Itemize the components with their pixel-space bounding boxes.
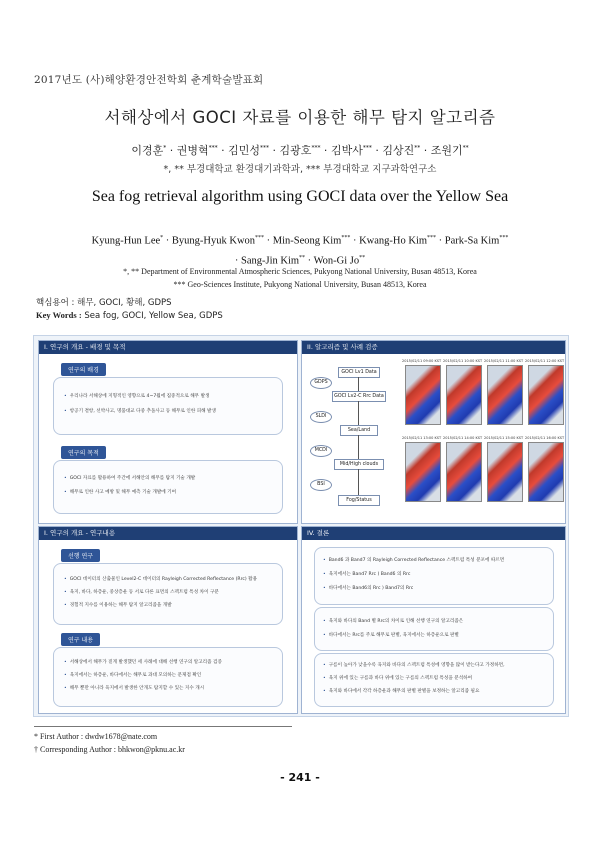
tag-background: 연구의 배경 <box>61 363 106 376</box>
affiliation-korean: *, ** 부경대학교 환경대기과학과, *** 부경대학교 지구과학연구소 <box>163 164 437 175</box>
list-item: • GOCI 자료를 활용하여 주간에 서해안의 해무를 탐지 기술 개발 <box>64 475 195 481</box>
title-korean: 서해상에서 GOCI 자료를 이용한 해무 탐지 알고리즘 <box>104 108 496 127</box>
list-item: • 육지와 바다의 Band 별 Rrc의 차이로 인해 선행 연구의 알고리즘은 <box>323 618 463 624</box>
authors-korean: 이경훈* · 권병혁*** · 김민성*** · 김광호*** · 김박사*** · 김상진** · 조원기** <box>131 144 469 157</box>
list-item: • 구름이 높아가 낮을수록 육지와 바다의 스펙트럼 특성에 영향을 많이 받는다고 가정하면, <box>323 662 505 668</box>
map-time-label: 2015/02/11 14:00 KST <box>443 436 483 440</box>
satellite-map <box>405 442 441 502</box>
tag-research-content: 연구 내용 <box>61 633 100 646</box>
poster-figure <box>33 335 569 717</box>
conclusion-box-3 <box>314 653 554 707</box>
panel-header: I. 연구의 개요 - 연구내용 <box>39 527 297 540</box>
list-item: • 해무 뿐만 아니라 육지에서 발생한 안개도 탐지할 수 있는 지수 개시 <box>64 685 204 691</box>
flow-step: Mid/High clouds <box>334 459 384 470</box>
footnote-corresponding: † Corresponding Author : bhkwon@pknu.ac.kr <box>34 745 185 754</box>
footnote-first-author: * First Author : dwdw1678@nate.com <box>34 732 158 741</box>
affiliation-english: *, ** Department of Environmental Atmospheric Sciences, Pukyong National University, Busan 48513, Korea *** Geo-Sciences Institute, Pukyong National University, Busan 48513, Korea <box>123 267 477 289</box>
panel-background-purpose <box>38 340 298 524</box>
panel-conclusion <box>301 526 566 714</box>
list-item: • 육지에서는 하층운, 바다에서는 해무로 과대 모의하는 문제점 확인 <box>64 672 201 678</box>
research-content-box <box>53 647 283 707</box>
panel-header: II. 알고리즘 및 사례 검증 <box>302 341 565 354</box>
list-item: • 항공기 결항, 선박사고, 명품대교 다중 추돌사고 등 해무로 인한 피해 발생 <box>64 408 216 414</box>
list-item: • 바다에서는 Band6의 Rrc ) Band7의 Rrc <box>323 585 413 591</box>
list-item: • GOCI 데이터의 산출물인 Level2-C 데이터의 Rayleigh Corrected Reflectance (Rrc) 활용 <box>64 576 257 582</box>
list-item: • 육지 위에 있는 구름과 바다 위에 있는 구름의 스펙트럼 특성을 분석하여 <box>323 675 472 681</box>
list-item: • 바다에서는 Rrc를 주로 해무로 판별, 육지에서는 하층운으로 판별 <box>323 632 459 638</box>
list-item: • 육지와 바다에서 각각 하층운과 해무의 판별 판별을 보정하는 알고리즘 필요 <box>323 688 479 694</box>
flow-step: Sea/Land <box>340 425 378 436</box>
flow-step: Fog/Status <box>338 495 380 506</box>
background-box <box>53 377 283 435</box>
satellite-map <box>487 365 523 425</box>
flow-side-node: BSI <box>310 479 332 491</box>
satellite-map <box>528 365 564 425</box>
tag-purpose: 연구의 목적 <box>61 446 106 459</box>
flow-side-node: GDPS <box>310 377 332 389</box>
map-time-label: 2015/02/11 11:00 KST <box>484 359 524 363</box>
panel-algorithm-validation <box>301 340 566 524</box>
flow-arrow <box>358 401 359 425</box>
satellite-map <box>528 442 564 502</box>
list-item: • 육지, 바다, 하층운, 중상층운 등 서로 다른 표면의 스펙트럼 특성 차이 구분 <box>64 589 219 595</box>
map-time-label: 2015/02/11 15:00 KST <box>484 436 524 440</box>
list-item: • 서해상에서 해무가 짙게 발생했던 세 사례에 대해 선행 연구의 알고리즘 검증 <box>64 659 222 665</box>
flow-arrow <box>358 377 359 391</box>
prior-research-box <box>53 563 283 625</box>
map-time-label: 2015/02/11 13:00 KST <box>402 436 442 440</box>
satellite-map <box>405 365 441 425</box>
footnote-divider <box>34 726 292 727</box>
page-number: - 241 - <box>280 771 320 784</box>
list-item: • 경험적 지수를 이용하는 해무 탐지 알고리즘을 개발 <box>64 602 172 608</box>
map-time-label: 2015/02/11 10:00 KST <box>443 359 483 363</box>
list-item: • 육지에서는 Band7 Rrc ) Band6 의 Rrc <box>323 571 410 577</box>
flow-step: GOCI Lv2-C Rrc Data <box>332 391 386 402</box>
satellite-map <box>446 442 482 502</box>
flow-step: GOCI Lv1 Data <box>338 367 380 378</box>
title-english: Sea fog retrieval algorithm using GOCI data over the Yellow Sea <box>91 188 509 205</box>
map-time-label: 2015/02/11 09:00 KST <box>402 359 442 363</box>
tag-prior-research: 선행 연구 <box>61 549 100 562</box>
list-item: • Band6 과 Band7 의 Rayleigh Corrected Reflectance 스펙트럼 특성 분포에 따르면 <box>323 557 504 563</box>
conclusion-box-2 <box>314 607 554 651</box>
keywords-english: Key Words : Sea fog, GOCI, Yellow Sea, GDPS <box>36 310 223 321</box>
panel-research-content <box>38 526 298 714</box>
map-time-label: 2015/02/11 16:00 KST <box>525 436 565 440</box>
conference-name: 2017년도 (사)해양환경안전학회 춘계학술발표회 <box>34 74 264 86</box>
panel-header: I. 연구의 개요 - 배경 및 목적 <box>39 341 297 354</box>
map-time-label: 2015/02/11 12:00 KST <box>525 359 565 363</box>
list-item: • 해무로 인한 사고 예방 및 해무 예측 기술 개발에 기여 <box>64 489 176 495</box>
conclusion-box-1 <box>314 547 554 605</box>
flow-arrow <box>358 435 359 459</box>
list-item: • 우리나라 서해상에 지형적인 영향으로 4~7월에 집중적으로 해무 발생 <box>64 393 209 399</box>
keywords-korean: 핵심용어 : 해무, GOCI, 황해, GDPS <box>36 298 172 308</box>
flow-side-node: MCDI <box>310 445 332 457</box>
satellite-map <box>487 442 523 502</box>
flow-arrow <box>358 469 359 495</box>
panel-header: IV. 결론 <box>302 527 565 540</box>
purpose-box <box>53 460 283 514</box>
authors-english: Kyung-Hun Lee* · Byung-Hyuk Kwon*** · Min-Seong Kim*** · Kwang-Ho Kim*** · Park-Sa Kim*** · Sang-Jin Kim** · Won-Gi Jo** <box>91 235 509 266</box>
flow-side-node: SLDI <box>310 411 332 423</box>
satellite-map <box>446 365 482 425</box>
